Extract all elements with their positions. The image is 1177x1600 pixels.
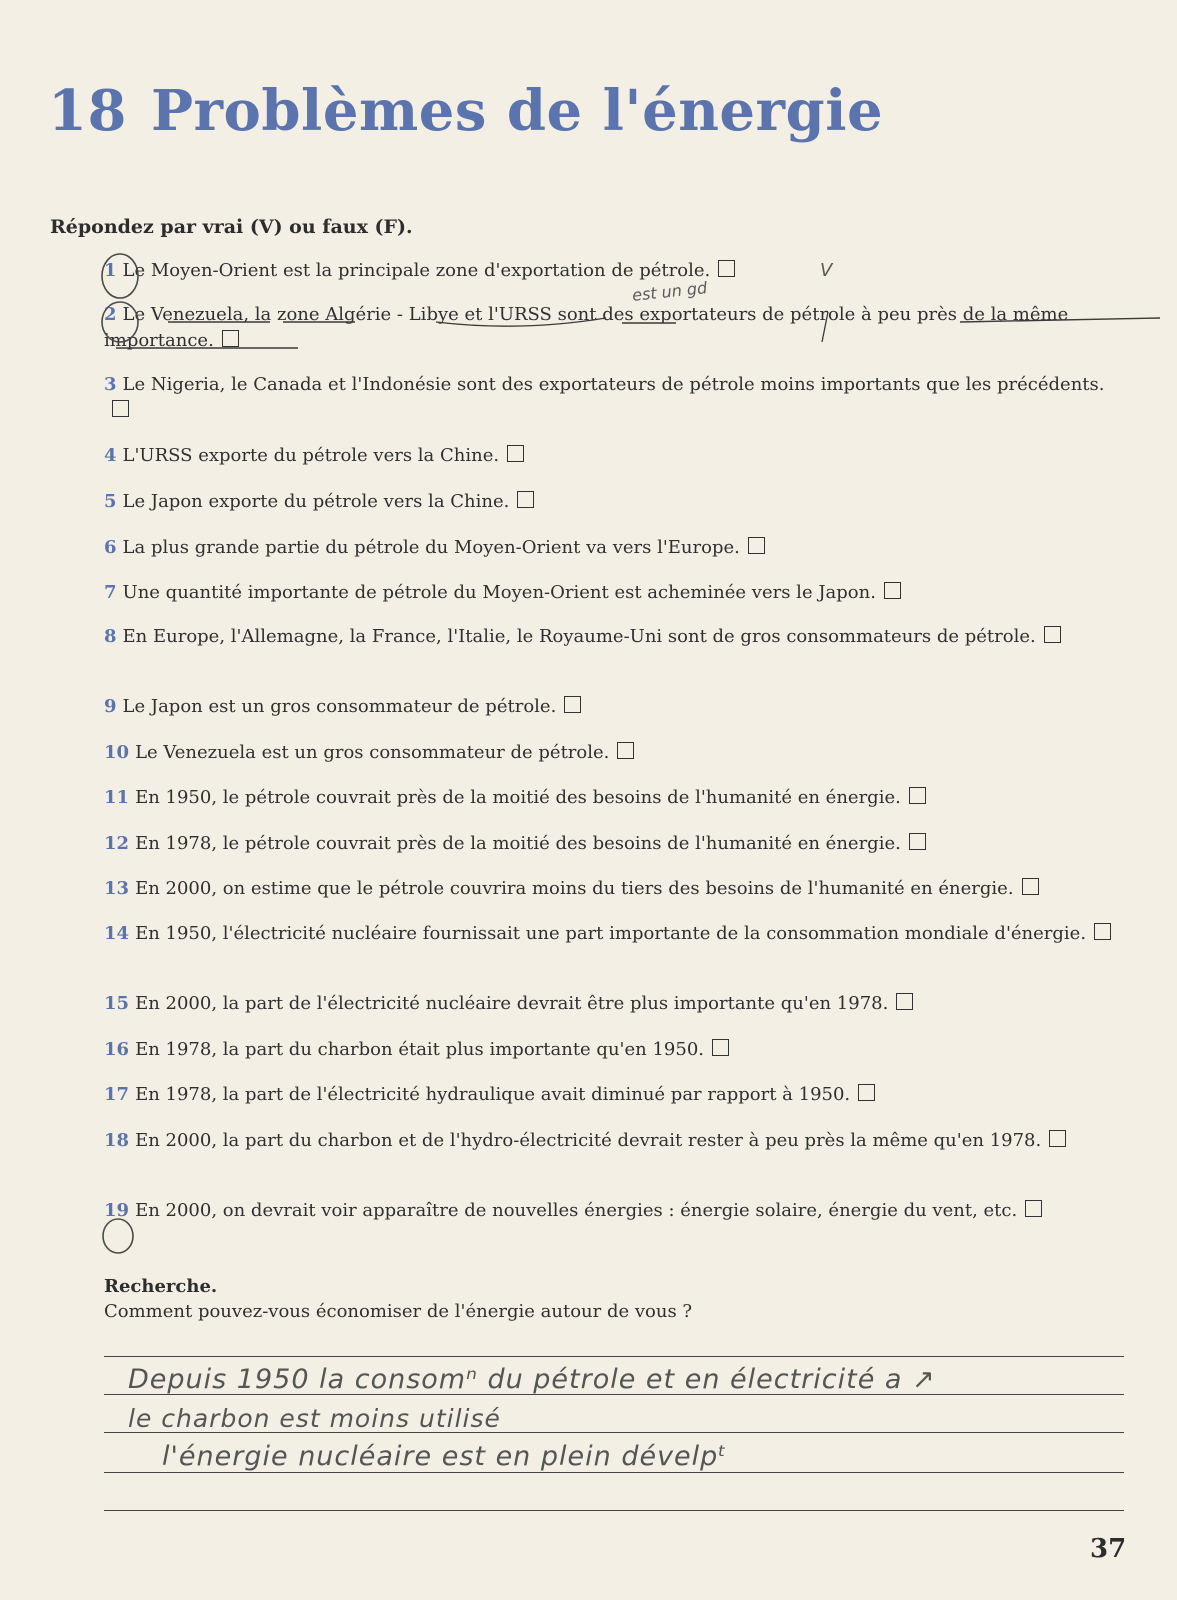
question-item xyxy=(104,785,1122,811)
question-item xyxy=(104,831,1122,857)
answer-line xyxy=(104,1472,1124,1473)
answer-checkbox[interactable] xyxy=(884,582,901,599)
handwritten-answer-line-1: Depuis 1950 la consomⁿ du pétrole et en électricité a ↗ xyxy=(128,1364,936,1395)
question-item xyxy=(104,624,1122,650)
question-number: 7 xyxy=(104,582,117,603)
question-item xyxy=(104,921,1122,947)
page-title xyxy=(48,78,883,144)
question-number: 11 xyxy=(104,787,130,808)
answer-checkbox[interactable] xyxy=(1025,1200,1042,1217)
chapter-title: Problèmes de l'énergie xyxy=(150,78,884,144)
question-text: En 2000, on devrait voir apparaître de nouvelles énergies : énergie solaire, énergie du vent, etc. xyxy=(135,1200,1018,1221)
answer-checkbox[interactable] xyxy=(1094,923,1111,940)
answer-checkbox[interactable] xyxy=(1044,626,1061,643)
question-number: 18 xyxy=(104,1130,130,1151)
question-text: Le Moyen-Orient est la principale zone d'exportation de pétrole. xyxy=(122,260,711,281)
question-text: En 2000, la part de l'électricité nucléaire devrait être plus importante qu'en 1978. xyxy=(135,993,889,1014)
answer-checkbox[interactable] xyxy=(1049,1130,1066,1147)
question-number: 12 xyxy=(104,833,130,854)
answer-checkbox[interactable] xyxy=(507,445,524,462)
question-text: La plus grande partie du pétrole du Moyen-Orient va vers l'Europe. xyxy=(122,537,740,558)
answer-checkbox[interactable] xyxy=(222,330,239,347)
question-text: Une quantité importante de pétrole du Moyen-Orient est acheminée vers le Japon. xyxy=(122,582,876,603)
answer-checkbox[interactable] xyxy=(517,491,534,508)
question-text: En Europe, l'Allemagne, la France, l'Italie, le Royaume-Uni sont de gros consommateurs de pétrole. xyxy=(122,626,1036,647)
question-number: 14 xyxy=(104,923,130,944)
research-question: Comment pouvez-vous économiser de l'énergie autour de vous ? xyxy=(104,1301,693,1322)
question-text: En 1978, la part de l'électricité hydraulique avait diminué par rapport à 1950. xyxy=(135,1084,851,1105)
answer-checkbox[interactable] xyxy=(909,787,926,804)
question-item xyxy=(104,443,1122,469)
circle-mark-q19 xyxy=(103,1219,133,1253)
question-text: L'URSS exporte du pétrole vers la Chine. xyxy=(122,445,500,466)
question-text: Le Venezuela, la zone Algérie - Libye et l'URSS sont des exportateurs de pétrole à peu près de la même importance. xyxy=(104,304,1069,351)
question-text: En 1950, le pétrole couvrait près de la moitié des besoins de l'humanité en énergie. xyxy=(135,787,901,808)
answer-checkbox[interactable] xyxy=(1022,878,1039,895)
question-item xyxy=(104,535,1122,561)
chapter-number: 18 xyxy=(48,78,127,144)
handwritten-answer-line-3: l'énergie nucléaire est en plein dévelpᵗ xyxy=(162,1441,728,1472)
question-text: Le Venezuela est un gros consommateur de pétrole. xyxy=(135,742,610,763)
answer-checkbox[interactable] xyxy=(909,833,926,850)
question-number: 17 xyxy=(104,1084,130,1105)
question-number: 6 xyxy=(104,537,117,558)
question-number: 4 xyxy=(104,445,117,466)
answer-line xyxy=(104,1356,1124,1357)
answer-checkbox[interactable] xyxy=(748,537,765,554)
question-number: 15 xyxy=(104,993,130,1014)
question-item xyxy=(104,740,1122,766)
question-number: 3 xyxy=(104,374,117,395)
question-text: En 2000, la part du charbon et de l'hydro-électricité devrait rester à peu près la même qu'en 1978. xyxy=(135,1130,1042,1151)
question-number: 2 xyxy=(104,304,117,325)
question-item xyxy=(104,694,1122,720)
answer-checkbox[interactable] xyxy=(858,1084,875,1101)
question-item xyxy=(104,489,1122,515)
question-item xyxy=(104,1198,1122,1224)
handwritten-mark-q1: V xyxy=(820,260,833,281)
question-item xyxy=(104,1037,1122,1063)
question-number: 13 xyxy=(104,878,130,899)
question-item xyxy=(104,1082,1122,1108)
instruction: Répondez par vrai (V) ou faux (F). xyxy=(50,216,413,238)
answer-checkbox[interactable] xyxy=(617,742,634,759)
question-text: En 1950, l'électricité nucléaire fournissait une part importante de la consommation mondiale d'énergie. xyxy=(135,923,1087,944)
handwritten-answer-line-2: le charbon est moins utilisé xyxy=(128,1404,501,1433)
question-text: En 1978, le pétrole couvrait près de la moitié des besoins de l'humanité en énergie. xyxy=(135,833,901,854)
question-item xyxy=(104,372,1122,424)
question-text: Le Japon est un gros consommateur de pétrole. xyxy=(122,696,557,717)
question-item xyxy=(104,302,1122,354)
question-number: 9 xyxy=(104,696,117,717)
question-number: 10 xyxy=(104,742,130,763)
page-number: 37 xyxy=(1090,1534,1127,1564)
question-number: 8 xyxy=(104,626,117,647)
question-item xyxy=(104,876,1122,902)
question-item xyxy=(104,1128,1122,1154)
answer-checkbox[interactable] xyxy=(896,993,913,1010)
answer-checkbox[interactable] xyxy=(564,696,581,713)
research-heading: Recherche. xyxy=(104,1276,218,1297)
handwritten-note-q2: est un gd xyxy=(631,278,709,305)
answer-line xyxy=(104,1510,1124,1511)
question-text: En 1978, la part du charbon était plus importante qu'en 1950. xyxy=(135,1039,704,1060)
question-item xyxy=(104,580,1122,606)
question-text: Le Nigeria, le Canada et l'Indonésie sont des exportateurs de pétrole moins importants que les précédents. xyxy=(122,374,1105,395)
question-number: 16 xyxy=(104,1039,130,1060)
question-number: 5 xyxy=(104,491,117,512)
answer-checkbox[interactable] xyxy=(718,260,735,277)
question-text: Le Japon exporte du pétrole vers la Chine. xyxy=(122,491,510,512)
question-item xyxy=(104,991,1122,1017)
question-text: En 2000, on estime que le pétrole couvrira moins du tiers des besoins de l'humanité en énergie. xyxy=(135,878,1014,899)
answer-checkbox[interactable] xyxy=(712,1039,729,1056)
question-number: 1 xyxy=(104,260,117,281)
question-item xyxy=(104,258,1122,284)
answer-checkbox[interactable] xyxy=(112,400,129,417)
question-number: 19 xyxy=(104,1200,130,1221)
